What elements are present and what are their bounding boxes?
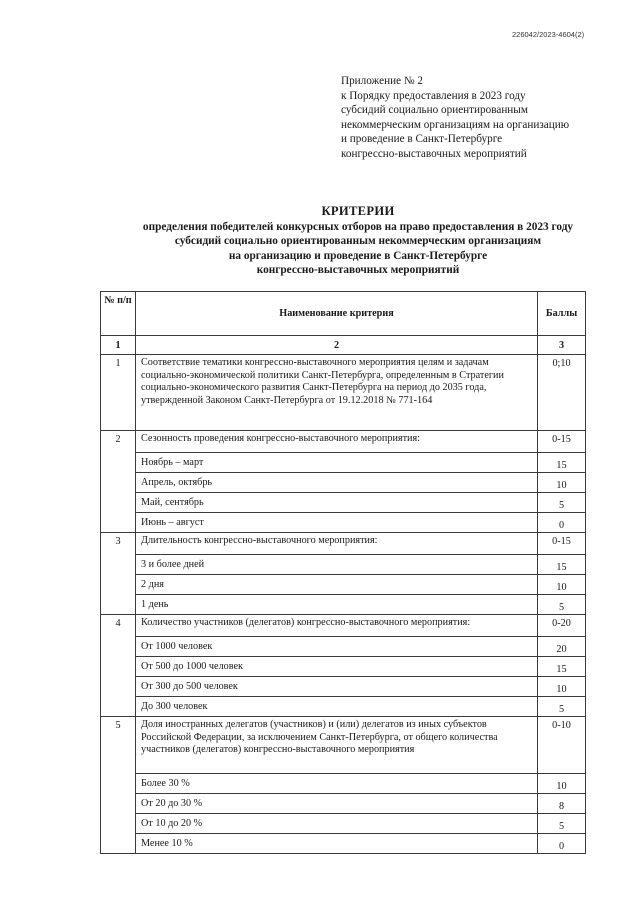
option-points: 5 <box>538 697 586 717</box>
option-label: Июнь – август <box>136 513 538 533</box>
appendix-line: к Порядку предоставления в 2023 году <box>341 89 526 102</box>
option-label: От 10 до 20 % <box>136 814 538 834</box>
list-item <box>101 595 586 615</box>
list-item <box>101 697 586 717</box>
option-label: 2 дня <box>136 575 538 595</box>
criterion-text: Длительность конгрессно-выставочного мероприятия: <box>136 533 538 555</box>
option-label: Апрель, октябрь <box>136 473 538 493</box>
header-num: № п/п <box>101 292 136 336</box>
criterion-text: Доля иностранных делегатов (участников) и (или) делегатов из иных субъектов Российской Федерации, за исключением Санкт-Петербурга, от общего количества участников (делегатов) конгрессно-выставочного мероприятия <box>136 717 538 774</box>
option-points: 15 <box>538 657 586 677</box>
option-points: 15 <box>538 555 586 575</box>
table-row <box>101 533 586 555</box>
list-item <box>101 513 586 533</box>
option-label: Менее 10 % <box>136 834 538 854</box>
option-label: От 20 до 30 % <box>136 794 538 814</box>
column-number: 1 <box>101 336 136 355</box>
criterion-number: 2 <box>101 431 136 453</box>
criterion-points: 0-20 <box>538 615 586 637</box>
list-item <box>101 794 586 814</box>
option-label: От 300 до 500 человек <box>136 677 538 697</box>
list-item <box>101 555 586 575</box>
option-points: 20 <box>538 637 586 657</box>
option-points: 15 <box>538 453 586 473</box>
list-item <box>101 637 586 657</box>
header-points: Баллы <box>538 292 586 336</box>
option-points: 10 <box>538 774 586 794</box>
option-label: От 500 до 1000 человек <box>136 657 538 677</box>
appendix-block <box>341 74 631 162</box>
criterion-number: 5 <box>101 717 136 774</box>
list-item <box>101 657 586 677</box>
option-label: Более 30 % <box>136 774 538 794</box>
header-name: Наименование критерия <box>136 292 538 336</box>
option-points: 5 <box>538 814 586 834</box>
list-item <box>101 453 586 473</box>
title-line: на организацию и проведение в Санкт-Петербурге <box>228 249 488 262</box>
option-label: Ноябрь – март <box>136 453 538 473</box>
criterion-number: 1 <box>101 355 136 431</box>
criterion-number: 3 <box>101 533 136 555</box>
table-header-row <box>101 292 586 336</box>
table-row <box>101 355 586 431</box>
list-item <box>101 677 586 697</box>
list-item <box>101 774 586 794</box>
option-points: 10 <box>538 575 586 595</box>
column-number: 2 <box>136 336 538 355</box>
table-row <box>101 717 586 774</box>
document-number: 226042/2023-4604(2) <box>512 30 585 39</box>
option-label: 1 день <box>136 595 538 615</box>
column-number: 3 <box>538 336 586 355</box>
list-item <box>101 575 586 595</box>
criterion-points: 0;10 <box>538 355 586 431</box>
document-title <box>98 204 618 278</box>
table-row <box>101 615 586 637</box>
option-points: 10 <box>538 677 586 697</box>
option-points: 5 <box>538 595 586 615</box>
title-line: определения победителей конкурсных отборов на право предоставления в 2023 году <box>142 220 574 233</box>
list-item <box>101 814 586 834</box>
option-points: 5 <box>538 493 586 513</box>
option-points: 0 <box>538 513 586 533</box>
list-item <box>101 493 586 513</box>
appendix-line: и проведение в Санкт-Петербурге <box>341 133 503 146</box>
option-label: От 1000 человек <box>136 637 538 657</box>
appendix-line: конгрессно-выставочных мероприятий <box>341 147 527 160</box>
title-main: КРИТЕРИИ <box>321 204 395 218</box>
appendix-line: некоммерческим организациям на организацию <box>341 118 570 131</box>
table-row <box>101 431 586 453</box>
appendix-line: субсидий социально ориентированным <box>341 104 528 117</box>
list-item <box>101 834 586 854</box>
criterion-points: 0-15 <box>538 431 586 453</box>
criterion-points: 0-15 <box>538 533 586 555</box>
title-line: субсидий социально ориентированным некоммерческим организациям <box>174 235 542 248</box>
title-line: конгрессно-выставочных мероприятий <box>256 264 460 277</box>
appendix-line: Приложение № 2 <box>341 75 423 87</box>
option-points: 8 <box>538 794 586 814</box>
option-points: 0 <box>538 834 586 854</box>
option-label: До 300 человек <box>136 697 538 717</box>
criterion-text: Сезонность проведения конгрессно-выставочного мероприятия: <box>136 431 538 453</box>
option-label: 3 и более дней <box>136 555 538 575</box>
criterion-text: Количество участников (делегатов) конгрессно-выставочного мероприятия: <box>136 615 538 637</box>
criterion-number: 4 <box>101 615 136 637</box>
column-numbers-row <box>101 336 586 355</box>
list-item <box>101 473 586 493</box>
criteria-table <box>100 291 586 854</box>
option-label: Май, сентябрь <box>136 493 538 513</box>
option-points: 10 <box>538 473 586 493</box>
criterion-points: 0-10 <box>538 717 586 774</box>
criterion-text: Соответствие тематики конгрессно-выставочного мероприятия целям и задачам социально-экономической политики Санкт-Петербурга, определенным в Стратегии социально-экономического развития Санкт-Петербурга на период до 2035 года, утвержденной Законом Санкт-Петербурга от 19.12.2018 № 771-164 <box>136 355 538 431</box>
